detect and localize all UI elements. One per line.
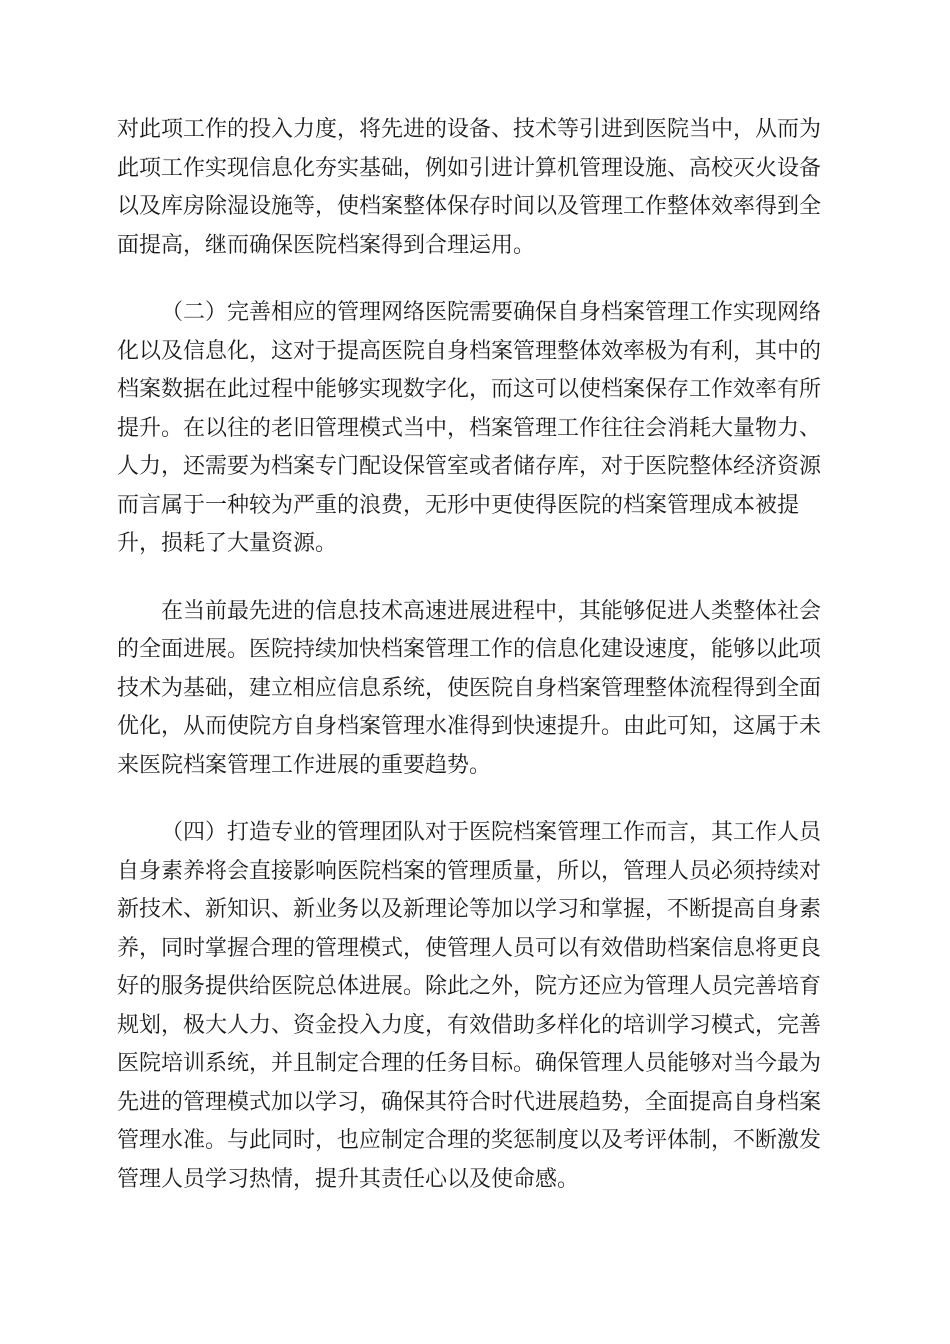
text-line: 新技术、新知识、新业务以及新理论等加以学习和掌握，不断提高自身素 (117, 897, 822, 922)
text-line: 而言属于一种较为严重的浪费，无形中更使得医院的档案管理成本被提 (117, 492, 800, 518)
text-line: 技术为基础，建立相应信息系统，使医院自身档案管理整体流程得到全面 (117, 675, 822, 701)
text-line: 此项工作实现信息化夯实基础，例如引进计算机管理设施、高校灭火设备 (117, 155, 822, 181)
text-line: （二）完善相应的管理网络医院需要确保自身档案管理工作实现网络 (161, 300, 822, 325)
text-line: 面提高，继而确保医院档案得到合理运用。 (117, 232, 536, 258)
text-line: 人力，还需要为档案专门配设保管室或者储存库，对于医院整体经济资源 (117, 454, 822, 479)
paragraph-1 (117, 111, 833, 265)
text-line: 好的服务提供给医院总体进展。除此之外，院方还应为管理人员完善培育 (117, 974, 822, 999)
text-line: 管理人员学习热情，提升其责任心以及使命感。 (117, 1166, 580, 1192)
paragraph-4 (117, 814, 833, 1199)
text-line: 提升。在以往的老旧管理模式当中，档案管理工作往往会消耗大量物力、 (117, 415, 822, 441)
text-line: 以及库房除湿设施等，使档案整体保存时间以及管理工作整体效率得到全 (117, 194, 822, 219)
text-line: 规划，极大人力、资金投入力度，有效借助多样化的培训学习模式，完善 (117, 1012, 822, 1038)
text-line: 对此项工作的投入力度，将先进的设备、技术等引进到医院当中，从而为 (117, 117, 822, 142)
text-line: 来医院档案管理工作进展的重要趋势。 (117, 752, 492, 778)
document-body (117, 111, 833, 1228)
text-line: 档案数据在此过程中能够实现数字化，而这可以使档案保存工作效率有所 (117, 377, 822, 402)
text-line: 先进的管理模式加以学习，确保其符合时代进展趋势，全面提高自身档案 (117, 1089, 822, 1115)
text-line: 管理水准。与此同时，也应制定合理的奖惩制度以及考评体制，不断激发 (117, 1128, 822, 1153)
text-line: 自身素养将会直接影响医院档案的管理质量，所以，管理人员必须持续对 (117, 858, 822, 884)
text-line: 医院培训系统，并且制定合理的任务目标。确保管理人员能够对当今最为 (117, 1051, 822, 1076)
paragraph-3 (117, 593, 833, 786)
paragraph-2 (117, 294, 833, 564)
text-line: 升，损耗了大量资源。 (117, 531, 338, 556)
text-line: 在当前最先进的信息技术高速进展进程中，其能够促进人类整体社会 (161, 598, 822, 624)
text-line: 养，同时掌握合理的管理模式，使管理人员可以有效借助档案信息将更良 (117, 935, 822, 961)
text-line: （四）打造专业的管理团队对于医院档案管理工作而言，其工作人员 (161, 820, 822, 845)
text-line: 优化，从而使院方自身档案管理水准得到快速提升。由此可知，这属于未 (117, 714, 822, 739)
text-line: 的全面进展。医院持续加快档案管理工作的信息化建设速度，能够以此项 (117, 637, 822, 662)
text-line: 化以及信息化，这对于提高医院自身档案管理整体效率极为有利，其中的 (117, 338, 822, 364)
